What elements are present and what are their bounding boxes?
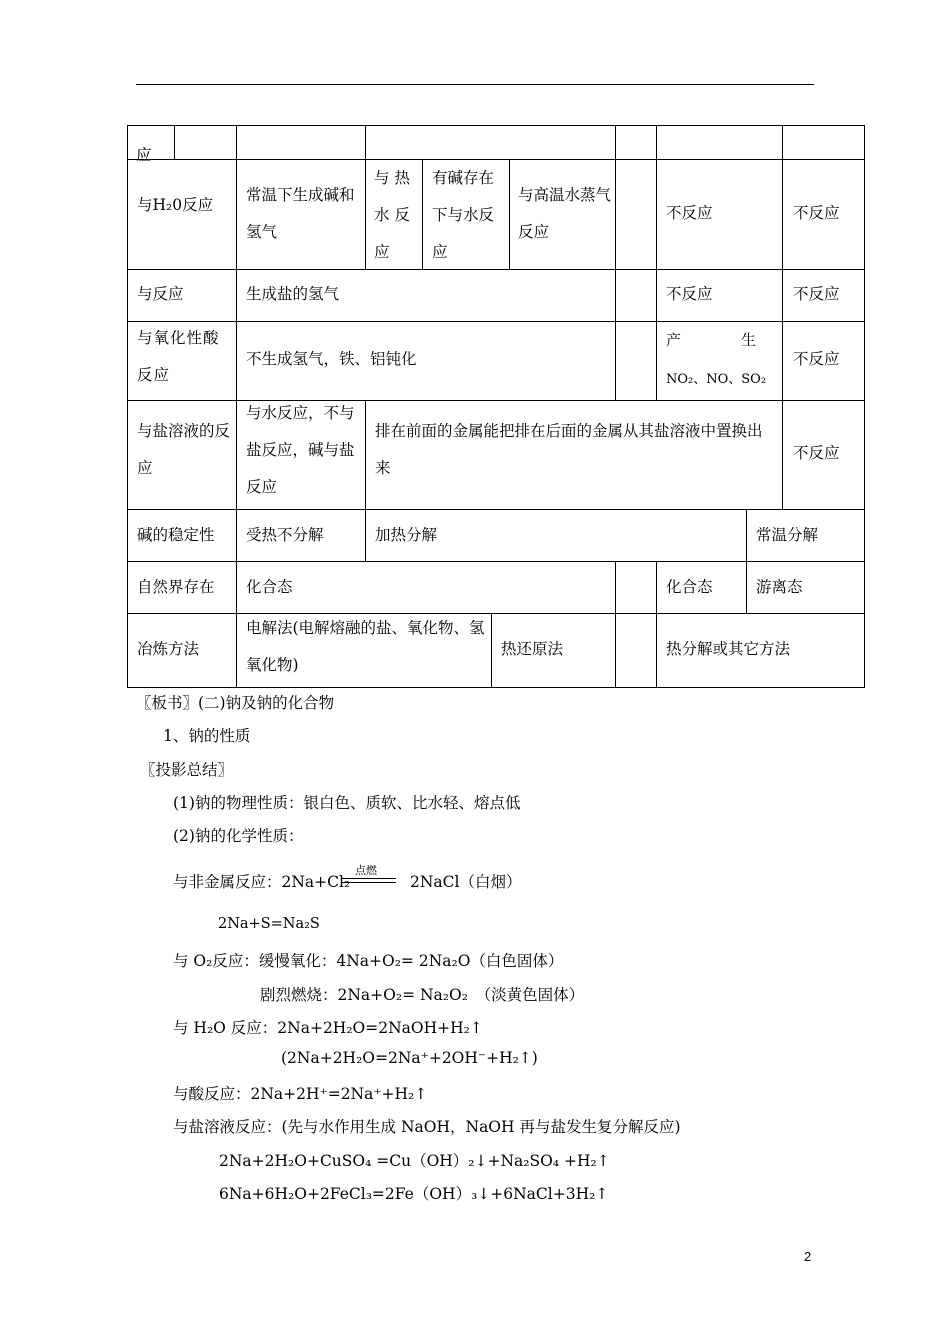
chemical-properties: (2)钠的化学性质： — [173, 827, 304, 845]
row1-c2a: 与热水反应 — [374, 169, 416, 261]
row2-label: 与反应 — [137, 285, 184, 303]
reaction-arrow — [341, 878, 396, 883]
section-heading: 1、钠的性质 — [163, 727, 251, 745]
board-heading: 〖板书〗(二)钠及钠的化合物 — [136, 694, 335, 712]
row4-c2: 排在前面的金属能把排在后面的金属从其盐溶液中置换出来 — [375, 422, 763, 477]
row3-c3a: 产 生 — [666, 331, 757, 349]
projection-heading: 〖投影总结〗 — [140, 761, 234, 779]
row6-c4: 游离态 — [756, 578, 803, 596]
row1-label: 与H₂0反应 — [137, 196, 214, 214]
page-number: 2 — [804, 1249, 812, 1264]
reaction-condition: 点燃 — [355, 864, 377, 877]
salt-solution-text: 与盐溶液反应：(先与水作用生成 NaOH，NaOH 再与盐发生复分解反应) — [173, 1118, 681, 1136]
row7-c1: 电解法(电解熔融的盐、氧化物、氢氧化物) — [246, 619, 485, 674]
row0-label: 应 — [136, 146, 152, 164]
h2o-ionic-equation: (2Na+2H₂O=2Na⁺+2OH⁻+H₂↑) — [281, 1049, 538, 1067]
row6-label: 自然界存在 — [137, 578, 215, 596]
row1-c1: 常温下生成碱和氢气 — [246, 186, 355, 241]
row3-c3b: NO₂、NO、SO₂ — [666, 372, 767, 387]
row7-label: 冶炼方法 — [137, 640, 200, 658]
h2o-equation: 与 H₂O 反应：2Na+2H₂O=2NaOH+H₂↑ — [173, 1019, 483, 1037]
row1-c3: 不反应 — [666, 204, 713, 222]
row1-c2b: 有碱存在下与水反应 — [432, 169, 495, 261]
header-rule — [136, 84, 814, 85]
row5-c4: 常温分解 — [756, 526, 819, 544]
row1-c2c: 与高温水蒸气反应 — [518, 186, 612, 241]
row2-c4: 不反应 — [793, 285, 840, 303]
na-s-equation: 2Na+S=Na₂S — [218, 916, 320, 932]
row3-c4: 不反应 — [793, 350, 840, 368]
row4-c1: 与水反应，不与盐反应，碱与盐反应 — [246, 404, 355, 496]
row6-c1: 化合态 — [246, 578, 293, 596]
row5-label: 碱的稳定性 — [137, 526, 215, 544]
row4-label: 与盐溶液的反应 — [137, 422, 231, 477]
row3-c1: 不生成氢气，铁、铝钝化 — [246, 350, 417, 368]
row4-c4: 不反应 — [793, 444, 840, 462]
row3-label: 与氧化性酸反应 — [137, 329, 220, 384]
row2-c1: 生成盐的氢气 — [246, 285, 340, 303]
row5-c1: 受热不分解 — [246, 526, 324, 544]
nonmetal-equation-left: 与非金属反应：2Na+Cl₂ — [173, 873, 351, 891]
row2-c3: 不反应 — [666, 285, 713, 303]
nonmetal-equation-right: 2NaCl（白烟） — [410, 873, 522, 891]
row1-c4: 不反应 — [793, 204, 840, 222]
cuso4-equation: 2Na+2H₂O+CuSO₄ =Cu（OH）₂↓+Na₂SO₄ +H₂↑ — [219, 1152, 610, 1170]
o2-combustion: 剧烈燃烧：2Na+O₂= Na₂O₂ （淡黄色固体） — [260, 986, 585, 1004]
fecl3-equation: 6Na+6H₂O+2FeCl₃=2Fe（OH）₃↓+6NaCl+3H₂↑ — [219, 1185, 609, 1203]
row6-c3: 化合态 — [666, 578, 713, 596]
acid-equation: 与酸反应：2Na+2H⁺=2Na⁺+H₂↑ — [173, 1085, 428, 1103]
row5-c2: 加热分解 — [375, 526, 438, 544]
physical-properties: (1)钠的物理性质：银白色、质软、比水轻、熔点低 — [173, 794, 521, 812]
o2-slow-oxidation: 与 O₂反应：缓慢氧化：4Na+O₂= 2Na₂O（白色固体） — [173, 952, 564, 970]
row7-c3: 热分解或其它方法 — [666, 640, 791, 658]
row7-c2: 热还原法 — [501, 640, 564, 658]
